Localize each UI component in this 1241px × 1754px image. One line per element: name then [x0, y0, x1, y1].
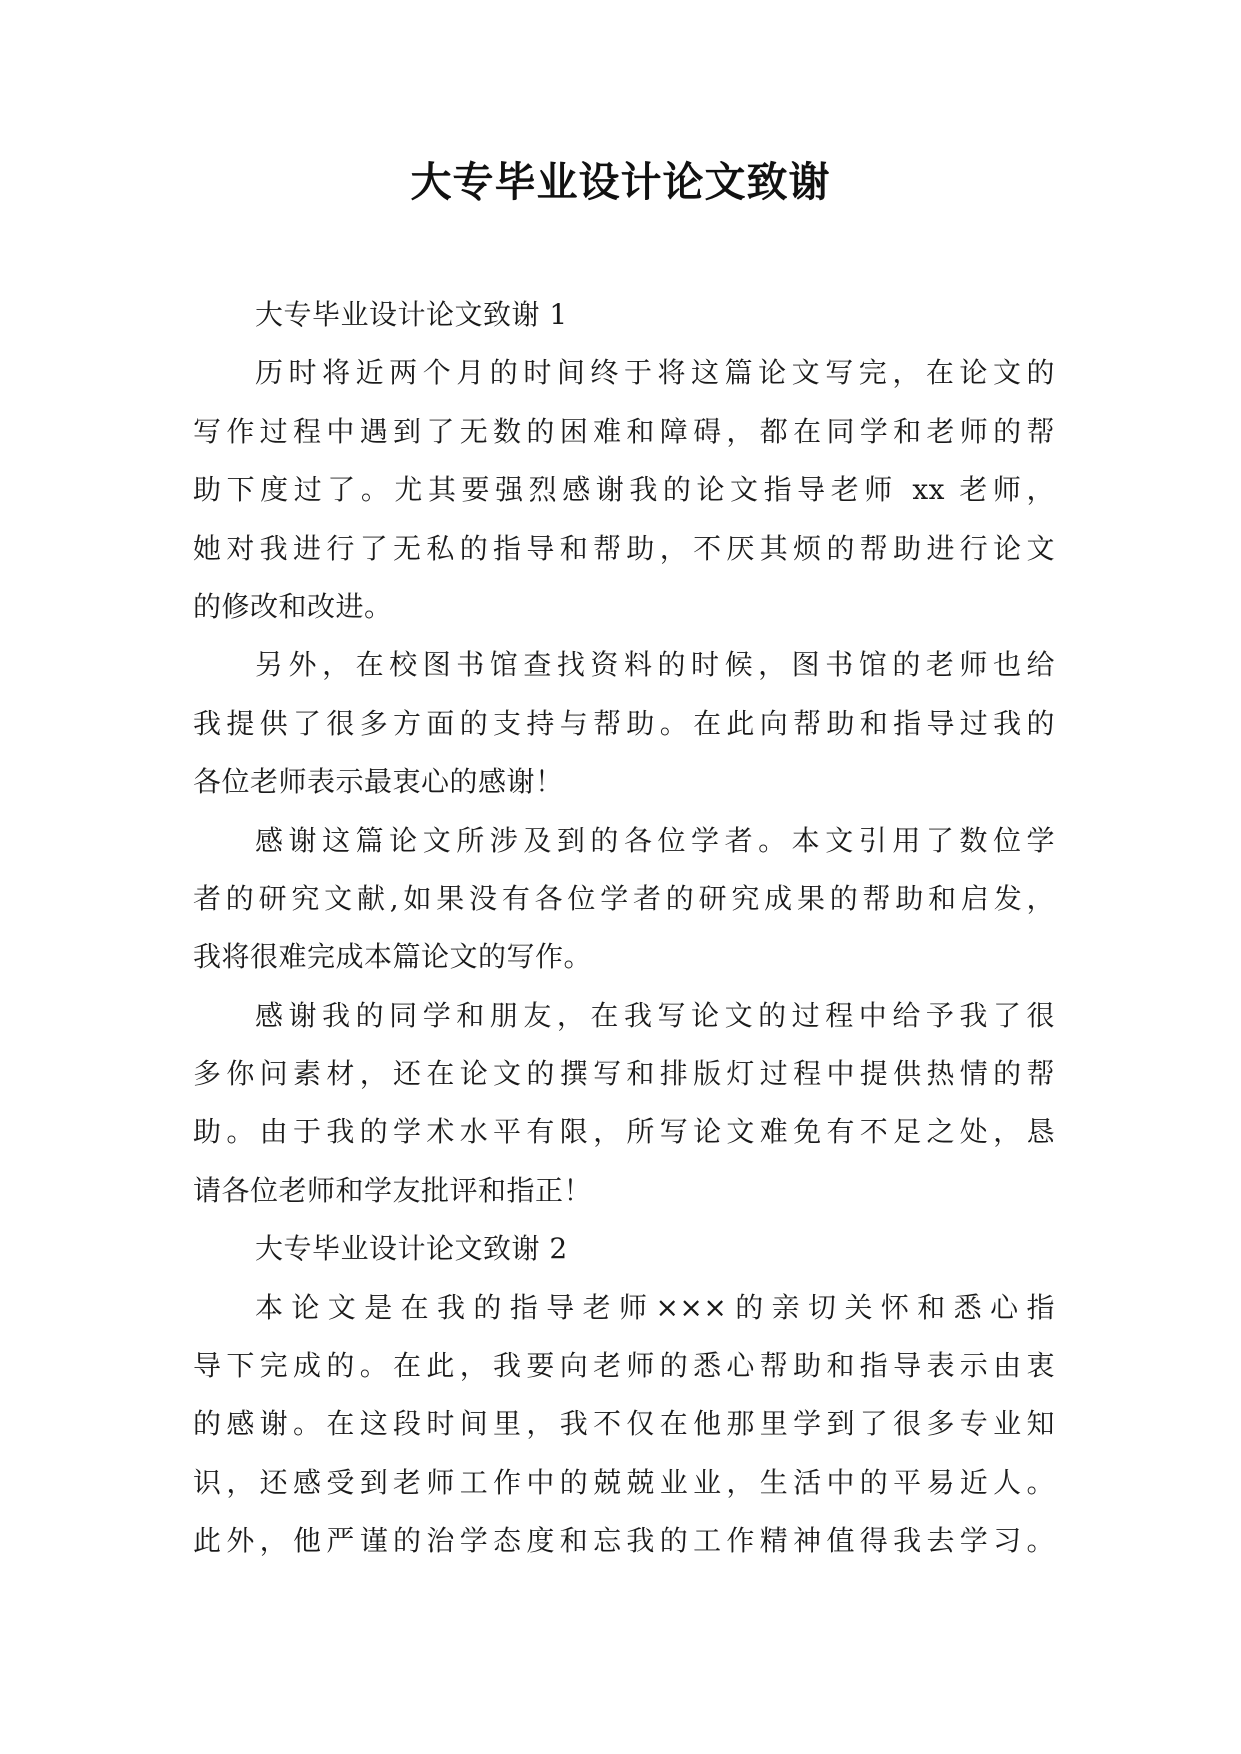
text-line: 者的研究文献,如果没有各位学者的研究成果的帮助和启发， — [193, 881, 1055, 915]
text-line: 感谢这篇论文所涉及到的各位学者。本文引用了数位学 — [255, 823, 1055, 857]
text-line: 历时将近两个月的时间终于将这篇论文写完，在论文的 — [255, 356, 1055, 390]
text-line: 识，还感受到老师工作中的兢兢业业，生活中的平易近人。 — [193, 1465, 1055, 1499]
text-line: 写作过程中遇到了无数的困难和障碍，都在同学和老师的帮 — [193, 414, 1055, 448]
text-line: 导下完成的。在此，我要向老师的悉心帮助和指导表示由衷 — [193, 1349, 1055, 1383]
text-line: 她对我进行了无私的指导和帮助，不厌其烦的帮助进行论文 — [193, 531, 1055, 565]
text-line: 大专毕业设计论文致谢 1 — [255, 298, 568, 331]
text-line: 大专毕业设计论文致谢 2 — [255, 1232, 568, 1266]
text-line: 此外，他严谨的治学态度和忘我的工作精神值得我去学习。 — [193, 1524, 1055, 1558]
text-line: 助下度过了。尤其要强烈感谢我的论文指导老师 xx 老师， — [193, 473, 1055, 507]
text-line: 本论文是在我的指导老师×××的亲切关怀和悉心指 — [255, 1290, 1055, 1324]
text-line: 另外，在校图书馆查找资料的时候，图书馆的老师也给 — [255, 648, 1055, 682]
document-body — [193, 286, 1055, 1571]
text-line: 请各位老师和学友批评和指正！ — [193, 1173, 593, 1207]
text-line: 多你问素材，还在论文的撰写和排版灯过程中提供热情的帮 — [193, 1057, 1055, 1091]
text-line: 助。由于我的学术水平有限，所写论文难免有不足之处，恳 — [193, 1115, 1055, 1149]
text-line: 的修改和改进。 — [193, 589, 393, 623]
text-line: 各位老师表示最衷心的感谢！ — [193, 765, 564, 799]
text-line: 的感谢。在这段时间里，我不仅在他那里学到了很多专业知 — [193, 1407, 1055, 1441]
document-title: 大专毕业设计论文致谢 — [410, 158, 831, 206]
text-line: 我将很难完成本篇论文的写作。 — [193, 940, 593, 974]
text-line: 感谢我的同学和朋友，在我写论文的过程中给予我了很 — [255, 998, 1055, 1032]
text-line: 我提供了很多方面的支持与帮助。在此向帮助和指导过我的 — [193, 706, 1055, 740]
